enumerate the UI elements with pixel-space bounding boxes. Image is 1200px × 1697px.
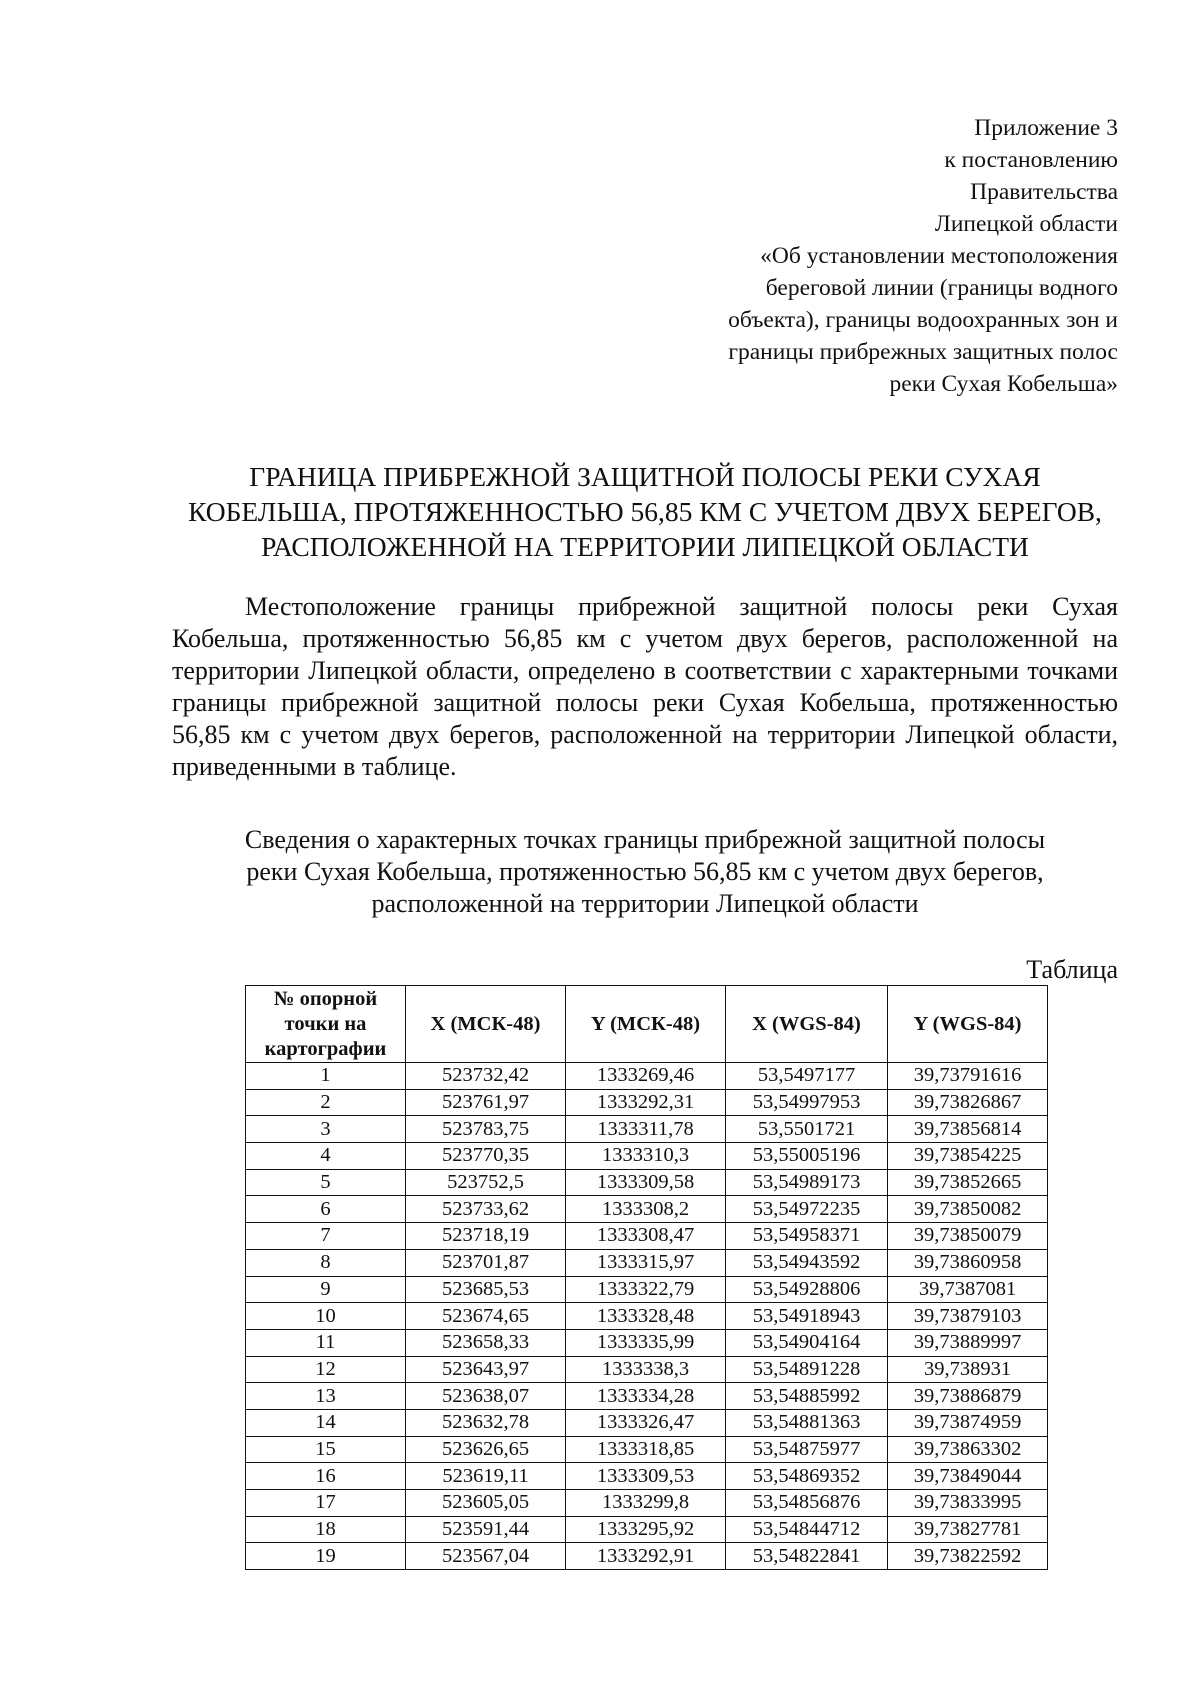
cell-point-number: 16: [246, 1463, 406, 1490]
cell-y-msk: 1333295,92: [566, 1516, 726, 1543]
table-body: [246, 1063, 1048, 1570]
cell-x-msk: 523770,35: [406, 1143, 566, 1170]
cell-x-wgs: 53,54928806: [726, 1276, 888, 1303]
cell-y-msk: 1333338,3: [566, 1356, 726, 1383]
cell-x-msk: 523591,44: [406, 1516, 566, 1543]
cell-point-number: 12: [246, 1356, 406, 1383]
table-caption: [172, 824, 1118, 920]
cell-x-wgs: 53,54943592: [726, 1249, 888, 1276]
table-row: [246, 1463, 1048, 1490]
appendix-line: «Об установлении местоположения: [760, 243, 1118, 269]
cell-y-wgs: 39,73833995: [888, 1490, 1048, 1517]
table-row: [246, 1089, 1048, 1116]
title-line: КОБЕЛЬША, ПРОТЯЖЕННОСТЬЮ 56,85 КМ С УЧЕТОМ ДВУХ БЕРЕГОВ,: [188, 496, 1102, 527]
cell-y-msk: 1333310,3: [566, 1143, 726, 1170]
cell-y-msk: 1333328,48: [566, 1303, 726, 1330]
cell-x-wgs: 53,5497177: [726, 1063, 888, 1090]
cell-x-msk: 523685,53: [406, 1276, 566, 1303]
caption-line: реки Сухая Кобельша, протяженностью 56,85 км с учетом двух берегов,: [246, 857, 1044, 886]
cell-y-wgs: 39,73852665: [888, 1169, 1048, 1196]
cell-point-number: 13: [246, 1383, 406, 1410]
cell-point-number: 5: [246, 1169, 406, 1196]
table-row: [246, 1409, 1048, 1436]
body-paragraph: Местоположение границы прибрежной защитной полосы реки Сухая Кобельша, протяженностью 56,85 км с учетом двух берегов, расположенной на территории Липецкой области, определено в соответствии с характерными точками границы прибрежной защитной полосы реки Сухая Кобельша, протяженностью 56,85 км с учетом двух берегов, расположенной на территории Липецкой области, приведенными в таблице.: [172, 592, 1118, 781]
document-title: [172, 459, 1118, 564]
appendix-line: реки Сухая Кобельша»: [889, 371, 1118, 397]
table-row: [246, 1276, 1048, 1303]
table-row: [246, 1223, 1048, 1250]
table-row: [246, 1356, 1048, 1383]
cell-x-wgs: 53,54918943: [726, 1303, 888, 1330]
caption-line: Сведения о характерных точках границы прибрежной защитной полосы: [244, 825, 1046, 854]
cell-y-msk: 1333335,99: [566, 1329, 726, 1356]
cell-y-msk: 1333292,31: [566, 1089, 726, 1116]
cell-y-msk: 1333315,97: [566, 1249, 726, 1276]
header-x-wgs: X (WGS-84): [726, 986, 888, 1063]
cell-y-msk: 1333322,79: [566, 1276, 726, 1303]
cell-y-msk: 1333309,53: [566, 1463, 726, 1490]
header-y-msk: Y (МСК-48): [566, 986, 726, 1063]
cell-y-msk: 1333308,2: [566, 1196, 726, 1223]
cell-x-wgs: 53,54875977: [726, 1436, 888, 1463]
cell-x-wgs: 53,54844712: [726, 1516, 888, 1543]
cell-point-number: 10: [246, 1303, 406, 1330]
appendix-block: [728, 112, 1118, 400]
cell-y-wgs: 39,73874959: [888, 1409, 1048, 1436]
table-row: [246, 1490, 1048, 1517]
header-y-wgs: Y (WGS-84): [888, 986, 1048, 1063]
title-line: ГРАНИЦА ПРИБРЕЖНОЙ ЗАЩИТНОЙ ПОЛОСЫ РЕКИ СУХАЯ: [249, 461, 1041, 492]
cell-y-wgs: 39,73791616: [888, 1063, 1048, 1090]
cell-point-number: 11: [246, 1329, 406, 1356]
cell-point-number: 3: [246, 1116, 406, 1143]
cell-x-msk: 523643,97: [406, 1356, 566, 1383]
coordinates-table: [245, 985, 1048, 1570]
appendix-line: к постановлению: [944, 147, 1118, 173]
header-x-msk: X (МСК-48): [406, 986, 566, 1063]
cell-y-wgs: 39,73854225: [888, 1143, 1048, 1170]
cell-x-wgs: 53,54822841: [726, 1543, 888, 1570]
cell-x-msk: 523658,33: [406, 1329, 566, 1356]
table-row: [246, 1383, 1048, 1410]
cell-y-wgs: 39,73889997: [888, 1329, 1048, 1356]
table-row: [246, 1543, 1048, 1570]
cell-y-wgs: 39,73856814: [888, 1116, 1048, 1143]
cell-y-wgs: 39,73827781: [888, 1516, 1048, 1543]
cell-y-msk: 1333309,58: [566, 1169, 726, 1196]
cell-x-msk: 523752,5: [406, 1169, 566, 1196]
table-row: [246, 1143, 1048, 1170]
table-row: [246, 1169, 1048, 1196]
table-row: [246, 1303, 1048, 1330]
table-row: [246, 1516, 1048, 1543]
cell-y-msk: 1333318,85: [566, 1436, 726, 1463]
table-row: [246, 1329, 1048, 1356]
table-header-row: [246, 986, 1048, 1063]
cell-point-number: 18: [246, 1516, 406, 1543]
cell-point-number: 9: [246, 1276, 406, 1303]
cell-x-msk: 523626,65: [406, 1436, 566, 1463]
cell-point-number: 17: [246, 1490, 406, 1517]
cell-y-msk: 1333292,91: [566, 1543, 726, 1570]
cell-y-msk: 1333311,78: [566, 1116, 726, 1143]
appendix-line: Приложение 3: [974, 115, 1118, 141]
cell-y-wgs: 39,73850082: [888, 1196, 1048, 1223]
cell-y-msk: 1333326,47: [566, 1409, 726, 1436]
cell-y-wgs: 39,73863302: [888, 1436, 1048, 1463]
table-label: Таблица: [1026, 955, 1118, 984]
appendix-line: береговой линии (границы водного: [765, 275, 1118, 301]
table-row: [246, 1249, 1048, 1276]
cell-x-wgs: 53,54881363: [726, 1409, 888, 1436]
header-point-line: картографии: [264, 1037, 387, 1060]
cell-x-wgs: 53,54885992: [726, 1383, 888, 1410]
header-point-line: точки на: [284, 1012, 367, 1035]
cell-x-wgs: 53,54997953: [726, 1089, 888, 1116]
table-row: [246, 1436, 1048, 1463]
cell-x-wgs: 53,55005196: [726, 1143, 888, 1170]
cell-y-msk: 1333308,47: [566, 1223, 726, 1250]
cell-x-msk: 523632,78: [406, 1409, 566, 1436]
cell-y-msk: 1333334,28: [566, 1383, 726, 1410]
cell-y-msk: 1333269,46: [566, 1063, 726, 1090]
cell-x-wgs: 53,54856876: [726, 1490, 888, 1517]
cell-point-number: 19: [246, 1543, 406, 1570]
appendix-line: границы прибрежных защитных полос: [728, 339, 1118, 365]
cell-x-msk: 523718,19: [406, 1223, 566, 1250]
cell-y-wgs: 39,73822592: [888, 1543, 1048, 1570]
header-point-line: № опорной: [273, 987, 378, 1010]
cell-y-wgs: 39,73849044: [888, 1463, 1048, 1490]
cell-x-wgs: 53,54972235: [726, 1196, 888, 1223]
cell-x-wgs: 53,54904164: [726, 1329, 888, 1356]
caption-line: расположенной на территории Липецкой области: [371, 889, 919, 918]
header-point-number: [246, 986, 406, 1063]
cell-x-msk: 523732,42: [406, 1063, 566, 1090]
cell-y-wgs: 39,73860958: [888, 1249, 1048, 1276]
cell-point-number: 4: [246, 1143, 406, 1170]
cell-point-number: 14: [246, 1409, 406, 1436]
cell-x-msk: 523733,62: [406, 1196, 566, 1223]
cell-point-number: 7: [246, 1223, 406, 1250]
cell-point-number: 2: [246, 1089, 406, 1116]
cell-y-wgs: 39,738931: [888, 1356, 1048, 1383]
cell-x-msk: 523619,11: [406, 1463, 566, 1490]
cell-x-msk: 523761,97: [406, 1089, 566, 1116]
cell-x-msk: 523567,04: [406, 1543, 566, 1570]
appendix-line: Липецкой области: [934, 211, 1118, 237]
cell-y-wgs: 39,73826867: [888, 1089, 1048, 1116]
cell-y-wgs: 39,73850079: [888, 1223, 1048, 1250]
cell-point-number: 15: [246, 1436, 406, 1463]
cell-y-wgs: 39,73886879: [888, 1383, 1048, 1410]
cell-x-wgs: 53,54869352: [726, 1463, 888, 1490]
cell-x-msk: 523701,87: [406, 1249, 566, 1276]
cell-x-wgs: 53,54958371: [726, 1223, 888, 1250]
table-row: [246, 1196, 1048, 1223]
table-row: [246, 1116, 1048, 1143]
cell-x-msk: 523638,07: [406, 1383, 566, 1410]
cell-point-number: 1: [246, 1063, 406, 1090]
table-row: [246, 1063, 1048, 1090]
cell-x-wgs: 53,54989173: [726, 1169, 888, 1196]
appendix-line: объекта), границы водоохранных зон и: [728, 307, 1118, 333]
cell-x-msk: 523605,05: [406, 1490, 566, 1517]
cell-point-number: 8: [246, 1249, 406, 1276]
cell-point-number: 6: [246, 1196, 406, 1223]
cell-y-wgs: 39,73879103: [888, 1303, 1048, 1330]
appendix-line: Правительства: [970, 179, 1118, 205]
title-line: РАСПОЛОЖЕННОЙ НА ТЕРРИТОРИИ ЛИПЕЦКОЙ ОБЛАСТИ: [261, 531, 1029, 562]
cell-x-wgs: 53,54891228: [726, 1356, 888, 1383]
cell-y-msk: 1333299,8: [566, 1490, 726, 1517]
cell-x-msk: 523783,75: [406, 1116, 566, 1143]
cell-x-wgs: 53,5501721: [726, 1116, 888, 1143]
cell-y-wgs: 39,7387081: [888, 1276, 1048, 1303]
cell-x-msk: 523674,65: [406, 1303, 566, 1330]
